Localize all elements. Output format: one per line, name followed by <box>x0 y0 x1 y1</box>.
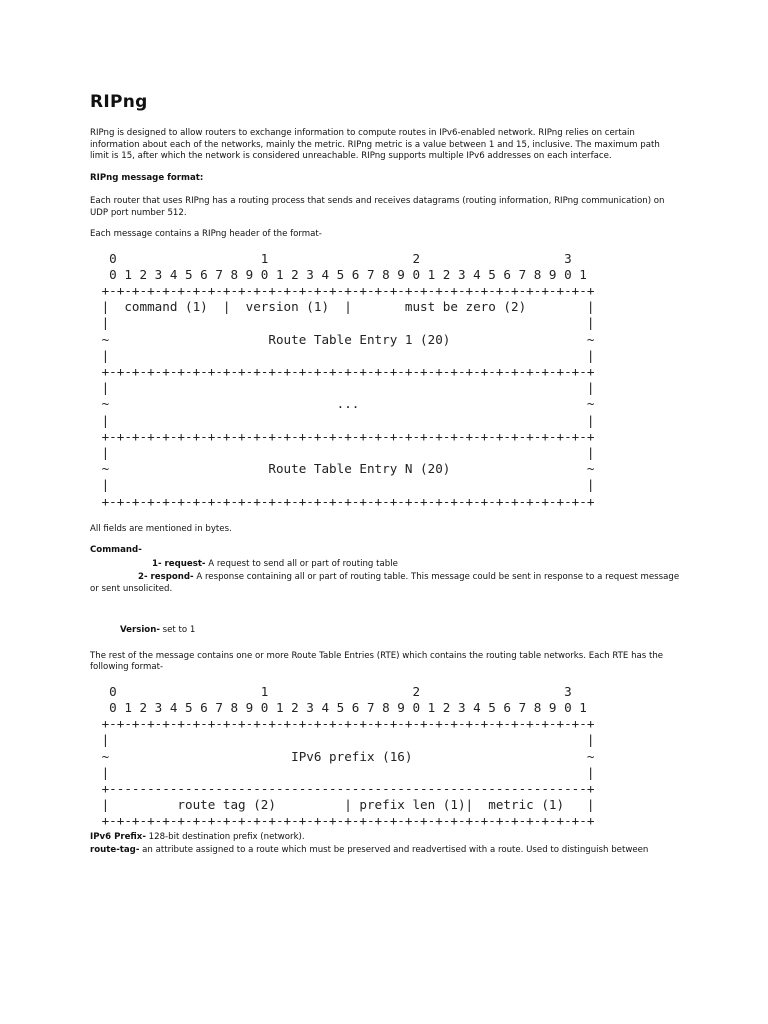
ripng-header-diagram: 0 1 2 3 0 1 2 3 4 5 6 7 8 9 0 1 2 3 4 5 6 7 8 9 0 1 2 3 4 5 6 7 8 9 0 1 +-+-+-+-+-+-+-+-+-+-+-+-+-+-+-+-+-+-+-+-+-+-+-+-+-+-+-+-+-+-+-+-+ | command (1) | version (1) | must be zero (2) | | | ~ Route Table Entry 1 (20) ~ | | +-+-+-+-+-+-+-+-+-+-+-+-+-+-+-+-+-+-+-+-+-+-+-+-+-+-+-+-+-+-+-+-+ | | ~ ... ~ | | +-+-+-+-+-+-+-+-+-+-+-+-+-+-+-+-+-+-+-+-+-+-+-+-+-+-+-+-+-+-+-+-+ | | ~ Route Table Entry N (20) ~ | | +-+-+-+-+-+-+-+-+-+-+-+-+-+-+-+-+-+-+-+-+-+-+-+-+-+-+-+-+-+-+-+-+ <box>101 250 595 509</box>
route-tag-label: route-tag- <box>90 845 140 856</box>
request-label: 1- request- <box>152 558 206 569</box>
request-item <box>90 559 680 571</box>
route-tag-text: an attribute assigned to a route which must be preserved and readvertised with a route. Used to distinguish between <box>139 845 649 856</box>
bytes-note: All fields are mentioned in bytes. <box>90 523 232 534</box>
version-text: set to 1 <box>159 625 196 636</box>
request-text: A request to send all or part of routing table <box>205 558 398 569</box>
route-tag-item <box>90 845 680 857</box>
ipv6-prefix-label: IPv6 Prefix- <box>90 831 146 842</box>
respond-label: 2- respond- <box>138 572 194 583</box>
message-format-heading: RIPng message format: <box>90 172 204 183</box>
ipv6-prefix-text: 128-bit destination prefix (network). <box>145 831 305 842</box>
command-heading: Command- <box>90 545 142 556</box>
ipv6-prefix-item <box>90 832 680 844</box>
udp-paragraph: Each router that uses RIPng has a routing process that sends and receives datagrams (routing information, RIPng communication) on UDP port number 512. <box>90 196 665 218</box>
document-page <box>90 92 680 867</box>
version-label: Version- <box>120 625 160 636</box>
respond-item <box>90 572 680 595</box>
rte-intro-paragraph: The rest of the message contains one or more Route Table Entries (RTE) which contains the routing table networks. Each RTE has the following format- <box>90 650 664 673</box>
rte-format-diagram: 0 1 2 3 0 1 2 3 4 5 6 7 8 9 0 1 2 3 4 5 6 7 8 9 0 1 2 3 4 5 6 7 8 9 0 1 +-+-+-+-+-+-+-+-+-+-+-+-+-+-+-+-+-+-+-+-+-+-+-+-+-+-+-+-+-+-+-+-+ | | ~ IPv6 prefix (16) ~ | | +---------------------------------------------------------------+ | route tag (2) | prefix len (1)| metric (1) | +-+-+-+-+-+-+-+-+-+-+-+-+-+-+-+-+-+-+-+-+-+-+-+-+-+-+-+-+-+-+-+-+ <box>101 683 595 829</box>
page-title: RIPng <box>90 92 148 112</box>
respond-text: A response containing all or part of routing table. This message could be sent in response to a request message or sent unsolicited. <box>90 572 680 594</box>
intro-paragraph: RIPng is designed to allow routers to exchange information to compute routes in IPv6-enabled network. RIPng relies on certain information about each of the networks, mainly the metric. RIPng metric is a value between 1 and 15, inclusive. The maximum path limit is 15, after which the network is considered unreachable. RIPng supports multiple IPv6 addresses on each interface. <box>90 128 660 161</box>
version-item <box>90 625 680 637</box>
header-intro-paragraph: Each message contains a RIPng header of the format- <box>90 229 322 239</box>
